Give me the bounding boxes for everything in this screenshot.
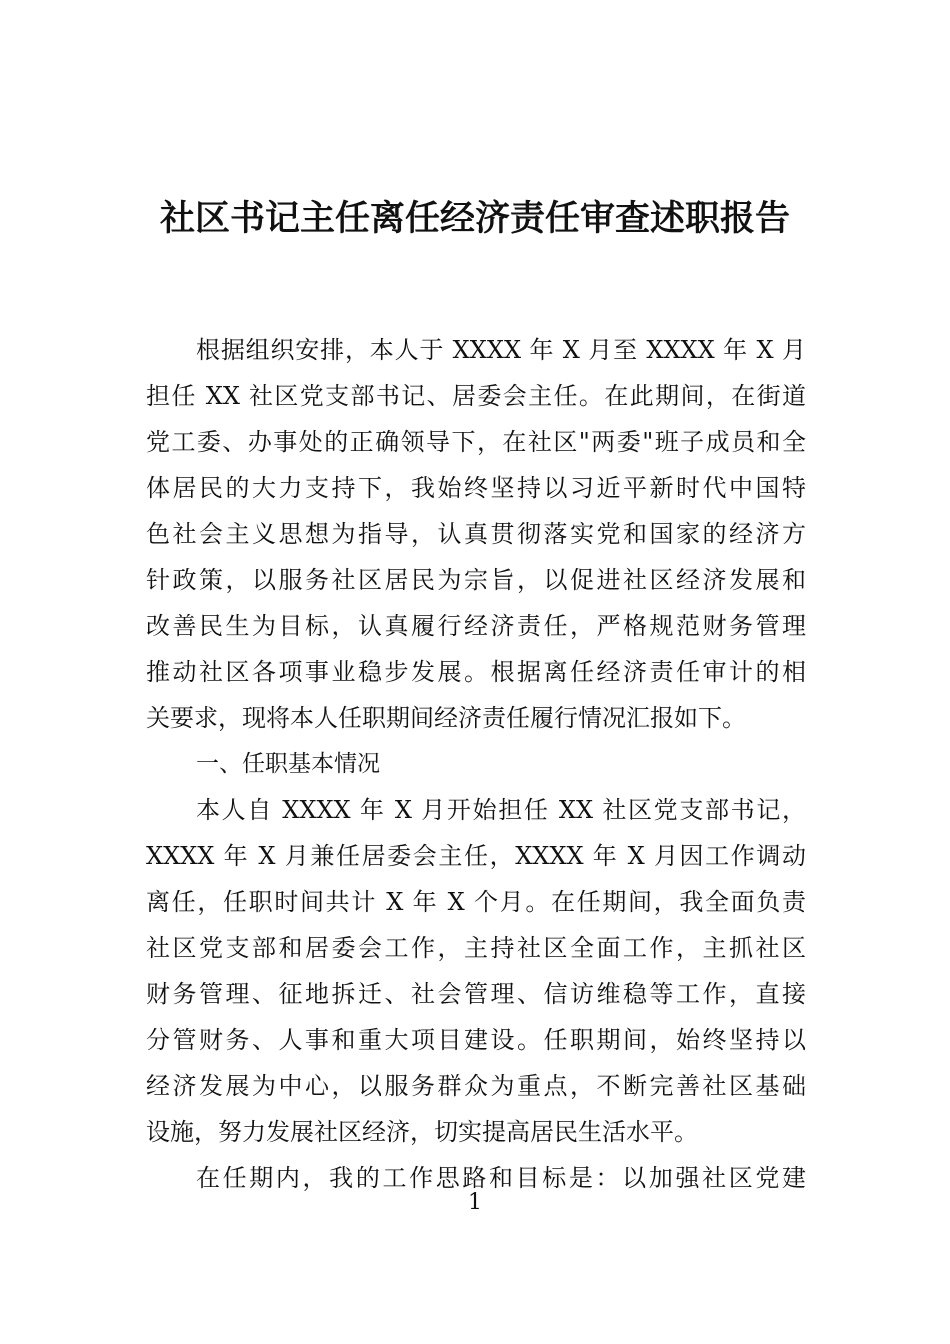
paragraph-line: 改善民生为目标，认真履行经济责任，严格规范财务管理 (146, 612, 806, 640)
paragraph-line: 设施，努力发展社区经济，切实提高居民生活水平。 (146, 1118, 698, 1146)
paragraph-line: XXXX 年 X 月兼任居委会主任，XXXX 年 X 月因工作调动 (146, 842, 806, 870)
paragraph-line: 根据组织安排，本人于 XXXX 年 X 月至 XXXX 年 X 月 (196, 336, 806, 364)
paragraph-line: 针政策，以服务社区居民为宗旨，以促进社区经济发展和 (146, 566, 806, 594)
paragraph-line: 色社会主义思想为指导，认真贯彻落实党和国家的经济方 (146, 520, 806, 548)
section-heading: 一、任职基本情况 (196, 751, 380, 777)
paragraph-line: 体居民的大力支持下，我始终坚持以习近平新时代中国特 (146, 474, 806, 502)
document-title: 社区书记主任离任经济责任审查述职报告 (159, 198, 790, 239)
paragraph-line: 社区党支部和居委会工作，主持社区全面工作，主抓社区 (146, 934, 806, 962)
page-number: 1 (468, 1190, 482, 1215)
paragraph-line: 关要求，现将本人任职期间经济责任履行情况汇报如下。 (146, 704, 746, 732)
document-body (146, 327, 806, 1201)
paragraph-line: 离任，任职时间共计 X 年 X 个月。在任期间，我全面负责 (146, 888, 806, 916)
paragraph-line: 经济发展为中心，以服务群众为重点，不断完善社区基础 (146, 1072, 806, 1100)
paragraph-line: 分管财务、人事和重大项目建设。任职期间，始终坚持以 (146, 1026, 806, 1054)
paragraph-line: 在任期内，我的工作思路和目标是：以加强社区党建 (196, 1164, 806, 1192)
paragraph-line: 财务管理、征地拆迁、社会管理、信访维稳等工作，直接 (146, 980, 806, 1008)
paragraph-line: 党工委、办事处的正确领导下，在社区"两委"班子成员和全 (146, 428, 806, 456)
paragraph-line: 担任 XX 社区党支部书记、居委会主任。在此期间，在街道 (146, 382, 806, 410)
paragraph-line: 推动社区各项事业稳步发展。根据离任经济责任审计的相 (146, 658, 806, 686)
paragraph-line: 本人自 XXXX 年 X 月开始担任 XX 社区党支部书记， (196, 796, 806, 824)
